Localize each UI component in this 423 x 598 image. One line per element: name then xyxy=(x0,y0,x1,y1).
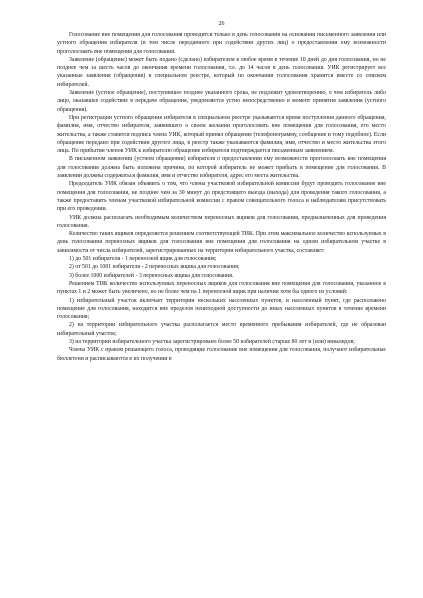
paragraph: Голосование вне помещения для голосования проводится только в день голосования на основании письменного заявления или устного обращения избирателя (в том числе переданного при содействии других лиц) о предоставлении ему возможности проголосовать вне помещения для голосования. xyxy=(57,32,386,55)
paragraph: Решением ТИК количество используемых переносных ящиков для голосования вне помещения для голосования, указанное в пунктах 1 и 2 может быть увеличено, но не более чем на 1 переносной ящик при наличии хотя бы одного из условий: xyxy=(57,280,386,296)
list-item: 1) избирательный участок включает территории нескольких населенных пунктов, и населенный пункт, где расположено помещение для голосования, находится вне пределов пешеходной доступности до иных населенных пунктов в течение времени голосования; xyxy=(57,297,386,321)
paragraph: При регистрации устного обращения избирателя в специальном реестре указываются время поступления данного обращения, фамилия, имя, отчество избирателя, заявившего о своем желании проголосовать вне помещения для голосования, его место жительства, а также ставится подпись члена УИК, который принял обращение (телефонограмму, сообщение и тому подобное). Если обращение передано при содействии другого лица, в реестр также указываются фамилия, имя, отчество и место жительства этого лица. По прибытии членов УИК к избирателю обращение избирателя подтверждается письменным заявлением. xyxy=(57,114,386,155)
paragraph: В письменном заявлении (устном обращении) избирателя о предоставлении ему возможности проголосовать вне помещения для голосования должна быть изложена причина, по которой избиратель не может прибыть в помещение для голосования. В заявлении должны содержаться фамилия, имя и отчество избирателя, адрес его места жительства. xyxy=(57,156,386,180)
list-item: 1) до 501 избирателя - 1 переносной ящик для голосования; xyxy=(69,256,217,263)
paragraph: Заявление (устное обращение), поступившее позднее указанного срока, не подлежит удовлетворению, о чем избиратель либо лицо, оказавшее содействие в передаче обращения, уведомляется устно непосредственно в момент принятия заявления (устного обращения). xyxy=(57,90,386,113)
list-item: 2) на территории избирательного участка располагается место временного пребывания избирателей, где не образован избирательный участок; xyxy=(57,322,386,337)
list-item: 3) на территории избирательного участка зарегистрировано более 50 избирателей старше 80 лет и (или) инвалидов; xyxy=(69,338,355,345)
document-body xyxy=(57,31,386,363)
paragraph: Председатель УИК обязан объявить о том, что члены участковой избирательной комиссии будут проводить голосование вне помещения для голосования, не позднее чем за 30 минут до предстоящего выезда (выхода) для проведения такого голосования, а также предоставить членам участковой избирательной комиссии с правом совещательного голоса и наблюдателям присутствовать при его проведении. xyxy=(57,181,386,213)
paragraph: Члены УИК с правом решающего голоса, проводящие голосование вне помещения для голосования, получают избирательные бюллетени и расписываются в их получении в xyxy=(57,347,386,362)
list-item: 2) от 501 до 1001 избирателя - 2 переносных ящика для голосования; xyxy=(69,264,240,271)
paragraph: УИК должна располагать необходимым количеством переносных ящиков для голосования, предназначенных для проведения голосования. xyxy=(57,214,386,229)
paragraph: Количество таких ящиков определяется решением соответствующей ТИК. При этом максимальное количество используемых в день голосования переносных ящиков для голосования вне помещения для голосования на одном избирательном участке в зависимости от числа избирателей, зарегистрированных на территории избирательного участка, составляет: xyxy=(57,231,386,254)
page-number: 26 xyxy=(218,21,225,27)
list-item: 3) более 1000 избирателей - 3 переносных ящика для голосования. xyxy=(69,272,234,279)
paragraph: Заявление (обращение) может быть подано (сделано) избирателем в любое время в течение 10 дней до дня голосования, но не позднее чем за шесть часов до окончания времени голосования, т.е. до 14 часов в день голосования. УИК регистрирует все указанные заявления (обращения) в специальном реестре, который по окончании голосования хранится вместе со списком избирателей. xyxy=(57,56,386,88)
